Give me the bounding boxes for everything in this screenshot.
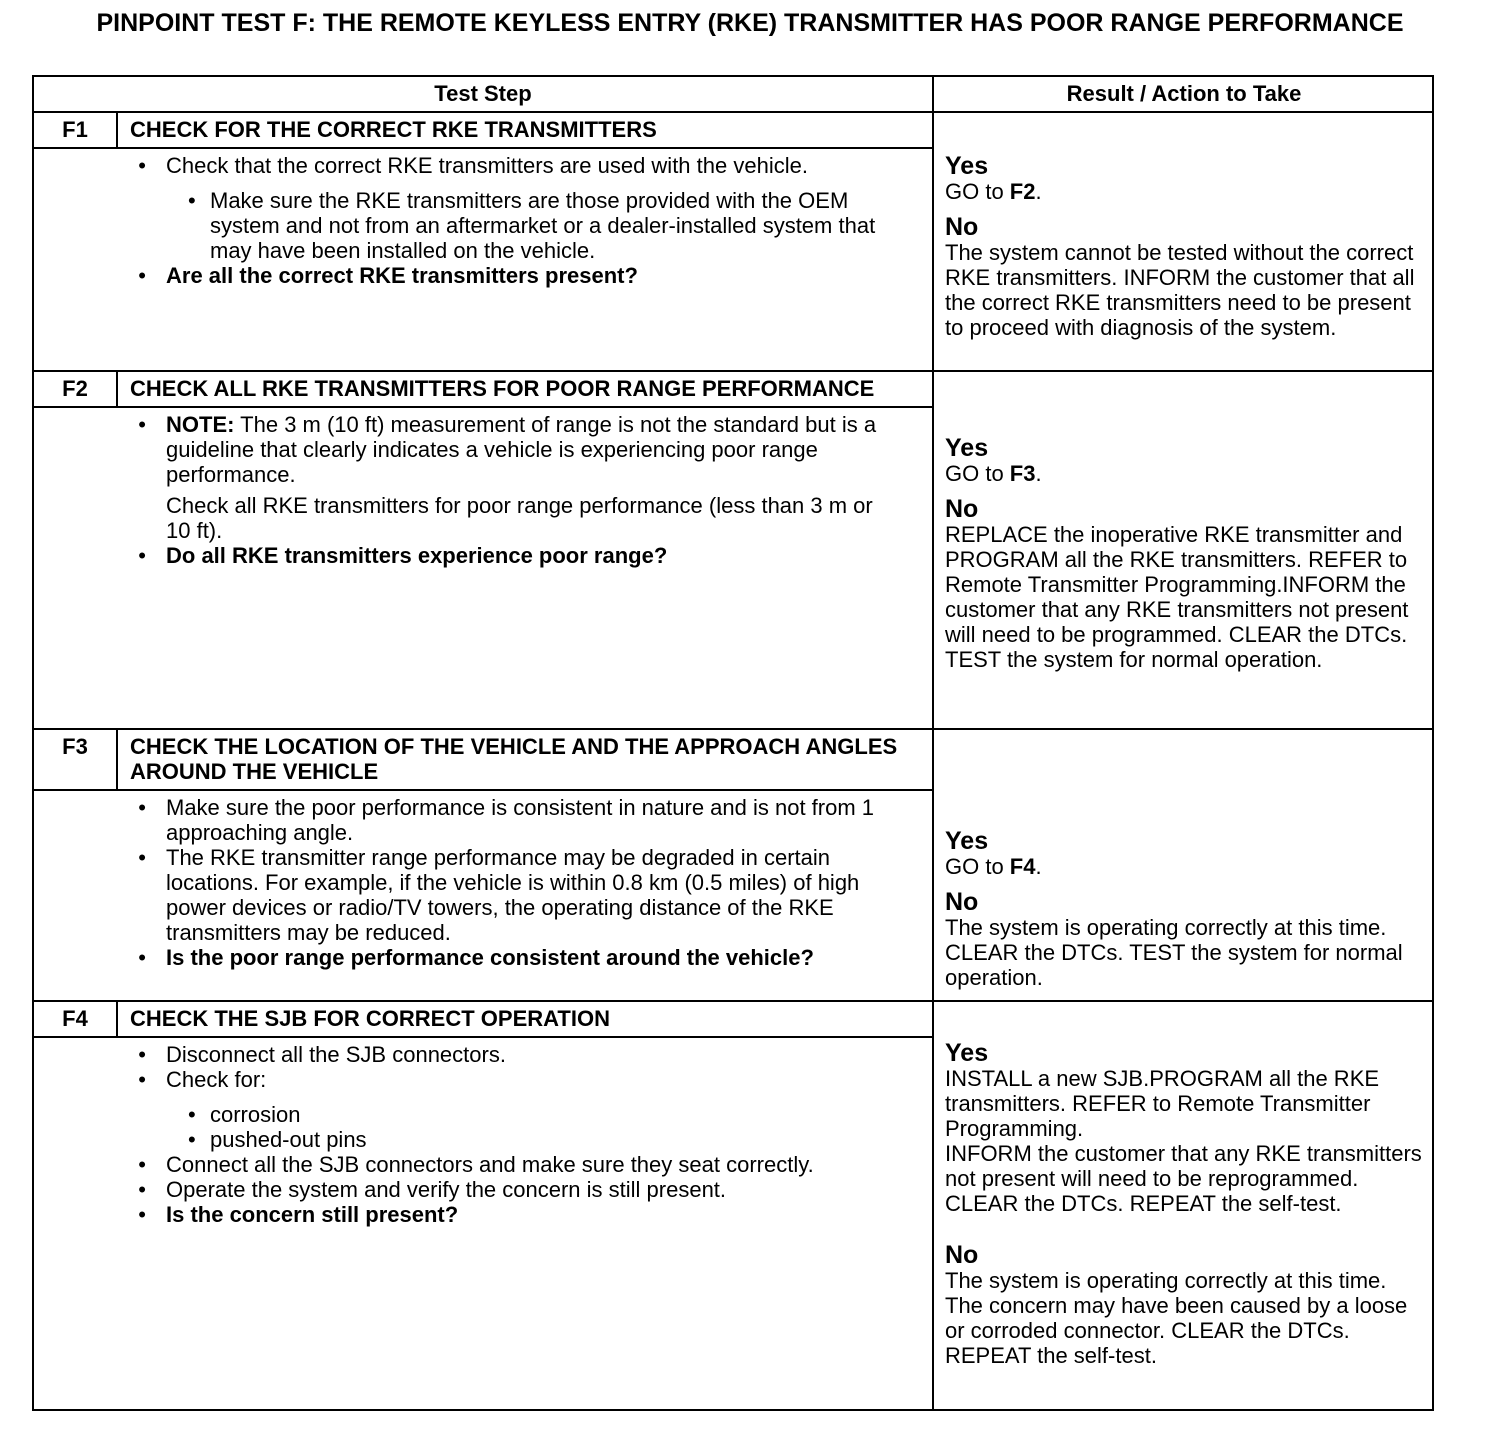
no-label: No (945, 1241, 979, 1269)
step-title: CHECK FOR THE CORRECT RKE TRANSMITTERS (130, 117, 657, 142)
step-number: F2 (34, 372, 118, 406)
no-action: The system cannot be tested without the correct RKE transmitters. INFORM the customer that all the correct RKE transmitters need to be present to proceed with diagnosis of the system. (945, 240, 1415, 340)
step-question: Do all RKE transmitters experience poor range? (166, 543, 668, 568)
no-action: The system is operating correctly at this time. CLEAR the DTCs. TEST the system for normal operation. (945, 915, 1403, 990)
bullet: • (138, 263, 146, 288)
step-question: Are all the correct RKE transmitters present? (166, 263, 638, 288)
step-f4 (34, 1002, 934, 1410)
step-title: CHECK ALL RKE TRANSMITTERS FOR POOR RANGE PERFORMANCE (130, 376, 875, 401)
bullet: • (138, 1067, 146, 1092)
step-f1 (34, 113, 934, 372)
step-title: CHECK THE SJB FOR CORRECT OPERATION (130, 1006, 610, 1031)
yes-label: Yes (945, 827, 989, 855)
yes-action: GO to (945, 461, 1010, 486)
step-link: F4 (1009, 854, 1036, 879)
step-f2 (34, 372, 934, 730)
result-f1 (934, 113, 1434, 372)
result-f3 (934, 730, 1434, 1002)
no-label: No (945, 495, 979, 523)
bullet: • (188, 1127, 196, 1152)
step-f3 (34, 730, 934, 1002)
step-title: CHECK THE LOCATION OF THE VEHICLE AND THE APPROACH ANGLES AROUND THE VEHICLE (130, 734, 898, 784)
no-label: No (945, 888, 979, 916)
page-title: PINPOINT TEST F: THE REMOTE KEYLESS ENTRY (RKE) TRANSMITTER HAS POOR RANGE PERFORMANCE (96, 9, 1404, 37)
header-result-action: Result / Action to Take (934, 77, 1434, 113)
yes-action: GO to (945, 854, 1010, 879)
pinpoint-test-table (32, 75, 1434, 1411)
step-instruction: The RKE transmitter range performance may be degraded in certain locations. For example, if the vehicle is within 0.8 km (0.5 miles) of high power devices or radio/TV towers, the operating distance of the RKE transmitters may be reduced. (166, 845, 860, 945)
yes-action-continued: INFORM the customer that any RKE transmitters not present will need to be reprogrammed. CLEAR the DTCs. REPEAT the self-test. (945, 1141, 1422, 1216)
step-link: F2 (1009, 179, 1036, 204)
bullet: • (138, 153, 146, 178)
yes-action: INSTALL a new SJB.PROGRAM all the RKE transmitters. REFER to Remote Transmitter Programming. (945, 1066, 1380, 1141)
bullet: • (188, 1102, 196, 1127)
bullet: • (138, 1177, 146, 1202)
step-sub-instruction: Make sure the RKE transmitters are those provided with the OEM system and not from an aftermarket or a dealer-installed system that may have been installed on the vehicle. (210, 188, 876, 263)
bullet: • (138, 543, 146, 568)
bullet: • (138, 1202, 146, 1227)
yes-action-end: . (1035, 179, 1042, 204)
step-number: F4 (34, 1002, 118, 1036)
bullet: • (138, 1042, 146, 1067)
result-f2 (934, 372, 1434, 730)
bullet: • (138, 945, 146, 970)
no-action: REPLACE the inoperative RKE transmitter and PROGRAM all the RKE transmitters. REFER to Remote Transmitter Programming.INFORM the customer that any RKE transmitters not present will need to be programmed. CLEAR the DTCs. TEST the system for normal operation. (945, 522, 1409, 672)
step-instruction: Make sure the poor performance is consistent in nature and is not from 1 approaching angle. (166, 795, 875, 845)
yes-action: GO to (945, 179, 1010, 204)
yes-label: Yes (945, 152, 989, 180)
step-question: Is the concern still present? (166, 1202, 459, 1227)
no-label: No (945, 213, 979, 241)
step-sub-instruction: corrosion (210, 1102, 301, 1127)
bullet: • (138, 1152, 146, 1177)
yes-label: Yes (945, 1039, 989, 1067)
bullet: • (138, 412, 146, 437)
step-instruction: Connect all the SJB connectors and make sure they seat correctly. (166, 1152, 814, 1177)
yes-action-end: . (1035, 461, 1042, 486)
step-number: F3 (34, 730, 118, 789)
step-instruction: Check that the correct RKE transmitters are used with the vehicle. (166, 153, 808, 178)
step-number: F1 (34, 113, 118, 147)
step-instruction: Check all RKE transmitters for poor range performance (less than 3 m or 10 ft). (166, 493, 873, 543)
bullet: • (138, 795, 146, 820)
step-instruction: Check for: (166, 1067, 267, 1092)
step-question: Is the poor range performance consistent around the vehicle? (166, 945, 814, 970)
step-instruction: Disconnect all the SJB connectors. (166, 1042, 506, 1067)
bullet: • (188, 188, 196, 213)
step-sub-instruction: pushed-out pins (210, 1127, 367, 1152)
yes-label: Yes (945, 434, 989, 462)
result-f4 (934, 1002, 1434, 1410)
header-test-step: Test Step (34, 77, 934, 113)
no-action: The system is operating correctly at this time. The concern may have been caused by a loose or corroded connector. CLEAR the DTCs. REPEAT the self-test. (945, 1268, 1408, 1368)
note-label: NOTE: (166, 412, 235, 437)
step-link: F3 (1009, 461, 1036, 486)
step-instruction: Operate the system and verify the concern is still present. (166, 1177, 727, 1202)
note-text: The 3 m (10 ft) measurement of range is not the standard but is a guideline that clearly indicates a vehicle is experiencing poor range performance. (166, 412, 877, 487)
yes-action-end: . (1035, 854, 1042, 879)
bullet: • (138, 845, 146, 870)
